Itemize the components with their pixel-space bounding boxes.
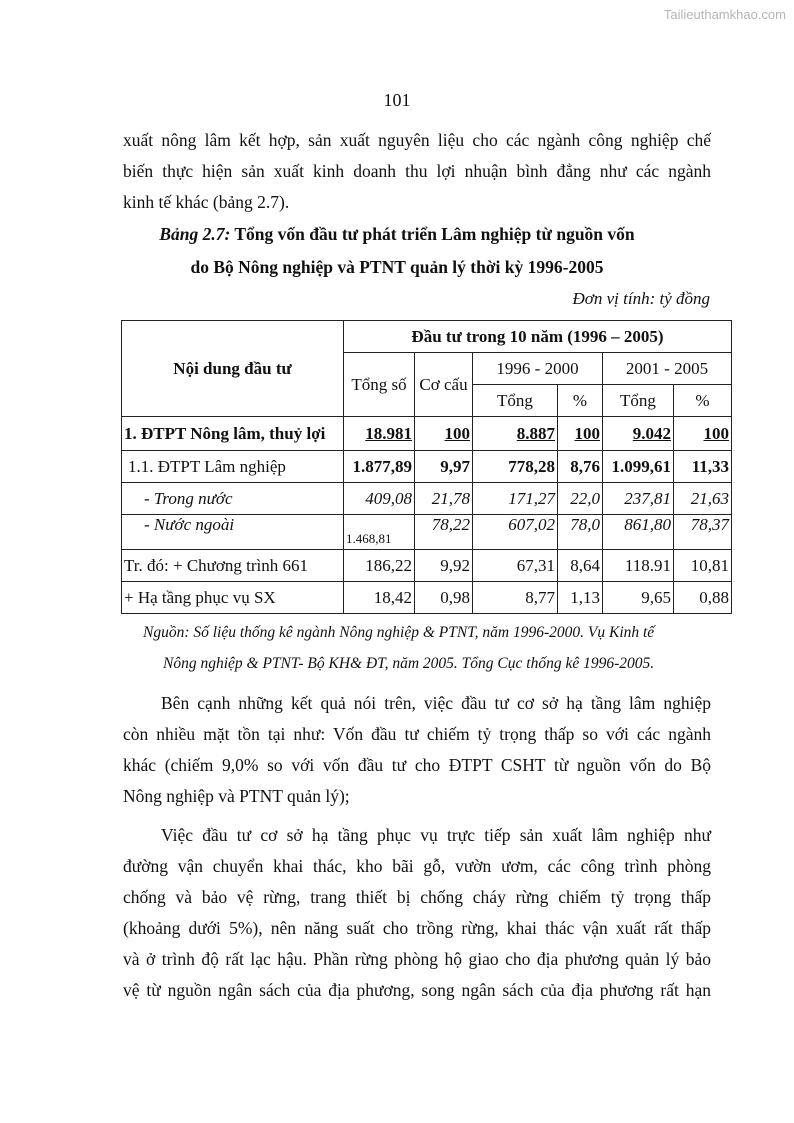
cell-total: 1.877,89 xyxy=(344,451,415,483)
cell-pct1: 8,64 xyxy=(558,550,603,582)
cell-sum1: 8,77 xyxy=(473,582,558,614)
header-pct1: % xyxy=(558,385,603,417)
table-row xyxy=(122,417,732,451)
paragraph-1 xyxy=(123,688,711,812)
table-row xyxy=(122,451,732,483)
header-invest: Đầu tư trong 10 năm (1996 – 2005) xyxy=(344,321,732,353)
cell-pct2: 0,88 xyxy=(674,582,732,614)
header-period2: 2001 - 2005 xyxy=(603,353,732,385)
text-line: Bên cạnh những kết quả nói trên, việc đầu tư cơ sở hạ tầng lâm nghiệp xyxy=(161,693,711,713)
cell-pct2: 10,81 xyxy=(674,550,732,582)
text-line: (khoảng dưới 5%), nên năng suất cho trồng rừng, khai thác vận xuất rất thấp xyxy=(123,918,711,938)
cell-sum2: 118.91 xyxy=(603,550,674,582)
text-line: kinh tế khác (bảng 2.7). xyxy=(123,192,290,212)
table-row xyxy=(122,515,732,550)
table-row xyxy=(122,550,732,582)
watermark: Tailieuthamkhao.com xyxy=(663,7,786,22)
text-line: đường vận chuyển khai thác, kho bãi gỗ, vườn ươm, các công trình phòng xyxy=(123,856,711,876)
cell-structure: 100 xyxy=(415,417,473,451)
cell-structure: 9,92 xyxy=(415,550,473,582)
investment-table xyxy=(121,320,732,614)
row-label: Tr. đó: + Chương trình 661 xyxy=(122,550,344,582)
cell-sum1: 171,27 xyxy=(473,483,558,515)
cell-structure: 9,97 xyxy=(415,451,473,483)
cell-sum2: 861,80 xyxy=(603,515,674,550)
cell-structure: 0,98 xyxy=(415,582,473,614)
header-period1: 1996 - 2000 xyxy=(473,353,603,385)
cell-structure: 78,22 xyxy=(415,515,473,550)
row-label: - Nước ngoài xyxy=(122,515,344,550)
text-line: Việc đầu tư cơ sở hạ tầng phục vụ trực tiếp sản xuất lâm nghiệp như xyxy=(161,825,711,845)
table-row xyxy=(122,582,732,614)
cell-total: 18,42 xyxy=(344,582,415,614)
row-label: - Trong nước xyxy=(122,483,344,515)
source-note-line1: Nguồn: Số liệu thống kê ngành Nông nghiệp & PTNT, năm 1996-2000. Vụ Kinh tế xyxy=(143,624,655,641)
header-structure: Cơ cấu xyxy=(415,353,473,417)
cell-pct2: 21,63 xyxy=(674,483,732,515)
paragraph-2 xyxy=(123,820,711,1006)
unit-note: Đơn vị tính: tỷ đồng xyxy=(572,289,710,308)
text-line: còn nhiều mặt tồn tại như: Vốn đầu tư chiếm tỷ trọng thấp so với các ngành xyxy=(123,724,711,744)
cell-sum1: 8.887 xyxy=(473,417,558,451)
cell-pct1: 8,76 xyxy=(558,451,603,483)
cell-sum2: 1.099,61 xyxy=(603,451,674,483)
cell-total: 409,08 xyxy=(344,483,415,515)
cell-total: 18.981 xyxy=(344,417,415,451)
text-line: xuất nông lâm kết hợp, sản xuất nguyên liệu cho các ngành công nghiệp chế xyxy=(123,130,711,150)
table-caption-label: Bảng 2.7: xyxy=(159,224,231,244)
text-line: chống và bảo vệ rừng, trang thiết bị chống cháy rừng chiếm tỷ trọng thấp xyxy=(123,887,711,907)
cell-pct2: 100 xyxy=(674,417,732,451)
header-sum1: Tổng xyxy=(473,385,558,417)
intro-paragraph xyxy=(123,125,711,218)
cell-pct2: 78,37 xyxy=(674,515,732,550)
text-line: Nông nghiệp và PTNT quản lý); xyxy=(123,786,350,806)
cell-sum1: 778,28 xyxy=(473,451,558,483)
header-sum2: Tổng xyxy=(603,385,674,417)
table-caption-line2: do Bộ Nông nghiệp và PTNT quản lý thời kỳ 1996-2005 xyxy=(190,257,604,277)
text-line: vệ từ nguồn ngân sách của địa phương, song ngân sách của địa phương rất hạn xyxy=(123,980,711,1000)
cell-pct1: 78,0 xyxy=(558,515,603,550)
cell-total xyxy=(344,515,415,550)
cell-sum2: 237,81 xyxy=(603,483,674,515)
row-label: 1. ĐTPT Nông lâm, thuỷ lợi xyxy=(122,417,344,451)
cell-structure: 21,78 xyxy=(415,483,473,515)
cell-pct1: 22,0 xyxy=(558,483,603,515)
table-caption-line1: Tổng vốn đầu tư phát triển Lâm nghiệp từ nguồn vốn xyxy=(230,224,635,244)
page-number: 101 xyxy=(383,90,411,110)
header-pct2: % xyxy=(674,385,732,417)
table-caption xyxy=(0,224,794,245)
row-label: 1.1. ĐTPT Lâm nghiệp xyxy=(122,451,344,483)
cell-sum1: 607,02 xyxy=(473,515,558,550)
cell-sum2: 9.042 xyxy=(603,417,674,451)
text-line: và ở trình độ rất lạc hậu. Phần rừng phòng hộ giao cho địa phương quản lý bảo xyxy=(123,949,711,969)
text-line: biến thực hiện sản xuất kinh doanh thu lợi nhuận bình đẳng như các ngành xyxy=(123,161,711,181)
table-row xyxy=(122,483,732,515)
cell-sum1: 67,31 xyxy=(473,550,558,582)
text-line: khác (chiếm 9,0% so với vốn đầu tư cho ĐTPT CSHT từ nguồn vốn do Bộ xyxy=(123,755,711,775)
header-total: Tổng số xyxy=(344,353,415,417)
cell-total: 186,22 xyxy=(344,550,415,582)
cell-pct1: 100 xyxy=(558,417,603,451)
cell-sum2: 9,65 xyxy=(603,582,674,614)
cell-pct2: 11,33 xyxy=(674,451,732,483)
header-content: Nội dung đầu tư xyxy=(122,321,344,417)
row-label: + Hạ tầng phục vụ SX xyxy=(122,582,344,614)
cell-total-value: 1.468,81 xyxy=(346,531,392,546)
source-note-line2: Nông nghiệp & PTNT- Bộ KH& ĐT, năm 2005. Tổng Cục thống kê 1996-2005. xyxy=(163,655,655,672)
cell-pct1: 1,13 xyxy=(558,582,603,614)
